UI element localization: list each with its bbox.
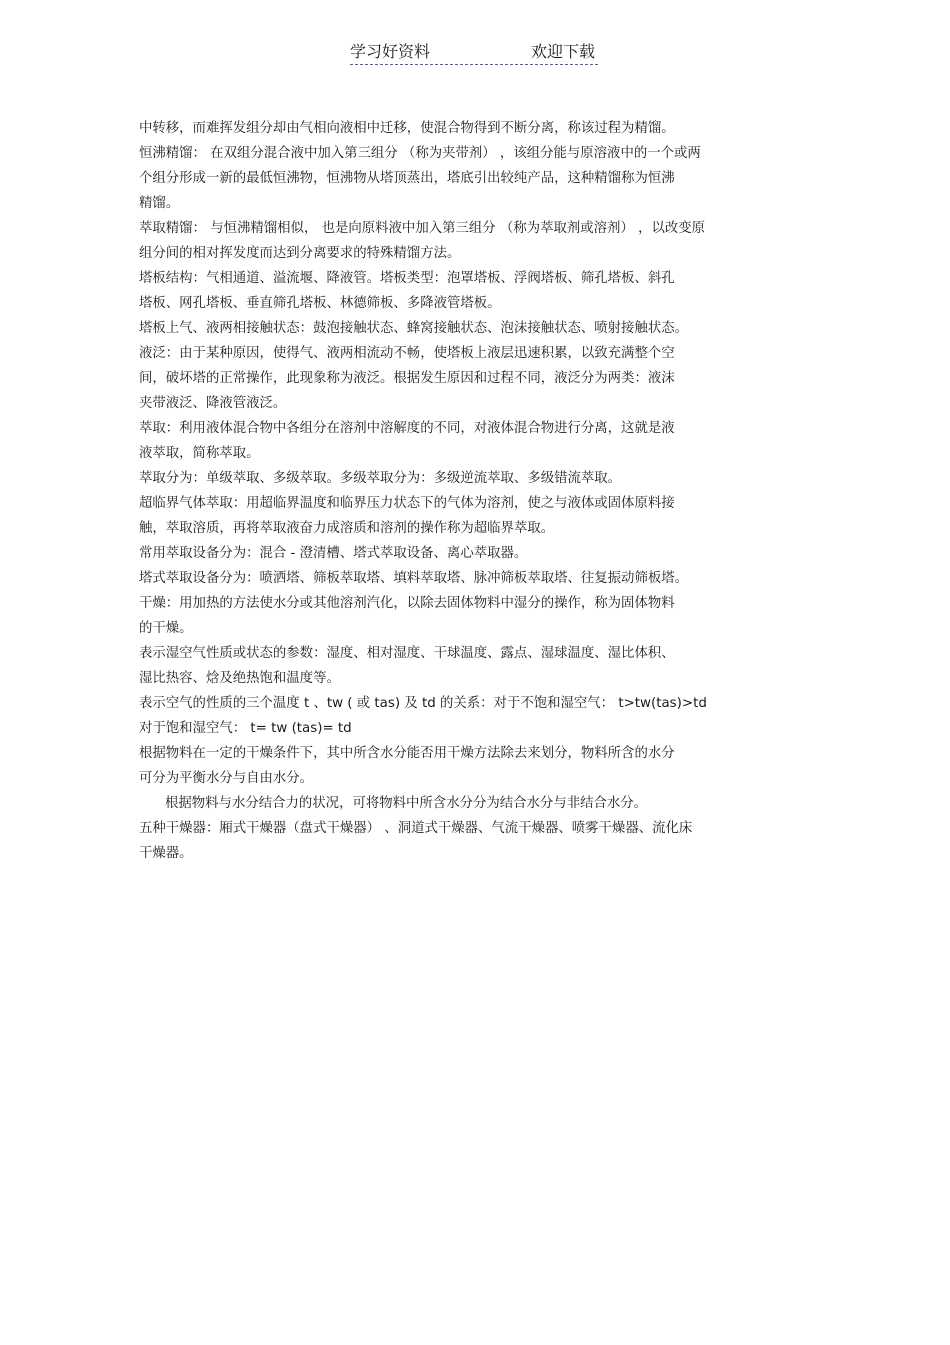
text-line: 触，萃取溶质，再将萃取液奋力成溶质和溶剂的操作称为超临界萃取。 (139, 521, 555, 536)
text-line: 组分间的相对挥发度而达到分离要求的特殊精馏方法。 (139, 246, 461, 261)
text-line: 塔式萃取设备分为：喷洒塔、筛板萃取塔、填料萃取塔、脉冲筛板萃取塔、往复振动筛板塔。 (139, 571, 689, 586)
text-line: 液泛：由于某种原因，使得气、液两相流动不畅，使塔板上液层迅速积累，以致充满整个空 (139, 346, 675, 361)
text-line: 萃取：利用液体混合物中各组分在溶剂中溶解度的不同，对液体混合物进行分离，这就是液 (139, 421, 675, 436)
text-line: 超临界气体萃取：用超临界温度和临界压力状态下的气体为溶剂，使之与液体或固体原料接 (139, 496, 675, 511)
header-right-text: 欢迎下载 (530, 42, 595, 61)
text-line: 对于饱和湿空气： t= tw (tas)= td (139, 721, 352, 736)
text-line: 恒沸精馏： 在双组分混合液中加入第三组分 （称为夹带剂） ，该组分能与原溶液中的一个或两 (139, 146, 701, 161)
text-line: 的干燥。 (139, 621, 193, 636)
text-line: 常用萃取设备分为：混合 - 澄清槽、塔式萃取设备、离心萃取器。 (139, 546, 528, 561)
page-header (350, 40, 598, 65)
text-line: 根据物料与水分结合力的状况，可将物料中所含水分分为结合水分与非结合水分。 (165, 796, 648, 811)
text-line: 精馏。 (139, 196, 180, 211)
text-line: 湿比热容、焓及绝热饱和温度等。 (139, 671, 340, 686)
text-line: 表示空气的性质的三个温度 t 、tw ( 或 tas) 及 td 的关系：对于不饱和湿空气： t>tw(tas)>td (139, 696, 707, 711)
text-line: 表示湿空气性质或状态的参数：湿度、相对湿度、干球温度、露点、湿球温度、湿比体积、 (139, 646, 675, 661)
text-line: 中转移，而难挥发组分却由气相向液相中迁移，使混合物得到不断分离，称该过程为精馏。 (139, 121, 675, 136)
text-line: 间，破坏塔的正常操作，此现象称为液泛。根据发生原因和过程不同，液泛分为两类：液沫 (139, 371, 675, 386)
text-line: 塔板上气、液两相接触状态：鼓泡接触状态、蜂窝接触状态、泡沫接触状态、喷射接触状态。 (139, 321, 689, 336)
text-line: 塔板结构：气相通道、溢流堰、降液管。塔板类型：泡罩塔板、浮阀塔板、筛孔塔板、斜孔 (139, 271, 675, 286)
text-line: 塔板、网孔塔板、垂直筛孔塔板、林德筛板、多降液管塔板。 (139, 296, 501, 311)
text-line: 萃取精馏： 与恒沸精馏相似， 也是向原料液中加入第三组分 （称为萃取剂或溶剂） ，以改变原 (139, 221, 706, 236)
text-line: 个组分形成一新的最低恒沸物，恒沸物从塔顶蒸出，塔底引出较纯产品，这种精馏称为恒沸 (139, 171, 675, 186)
header-left-text: 学习好资料 (350, 42, 431, 61)
text-line: 五种干燥器：厢式干燥器（盘式干燥器） 、洞道式干燥器、气流干燥器、喷雾干燥器、流化床 (139, 821, 693, 836)
text-line: 夹带液泛、降液管液泛。 (139, 396, 287, 411)
text-line: 萃取分为：单级萃取、多级萃取。多级萃取分为：多级逆流萃取、多级错流萃取。 (139, 471, 622, 486)
text-line: 干燥：用加热的方法使水分或其他溶剂汽化，以除去固体物料中湿分的操作，称为固体物料 (139, 596, 675, 611)
text-line: 干燥器。 (139, 846, 193, 861)
text-line: 可分为平衡水分与自由水分。 (139, 771, 314, 786)
document-body (139, 116, 819, 866)
text-line: 液萃取，简称萃取。 (139, 446, 260, 461)
text-line: 根据物料在一定的干燥条件下，其中所含水分能否用干燥方法除去来划分，物料所含的水分 (139, 746, 675, 761)
